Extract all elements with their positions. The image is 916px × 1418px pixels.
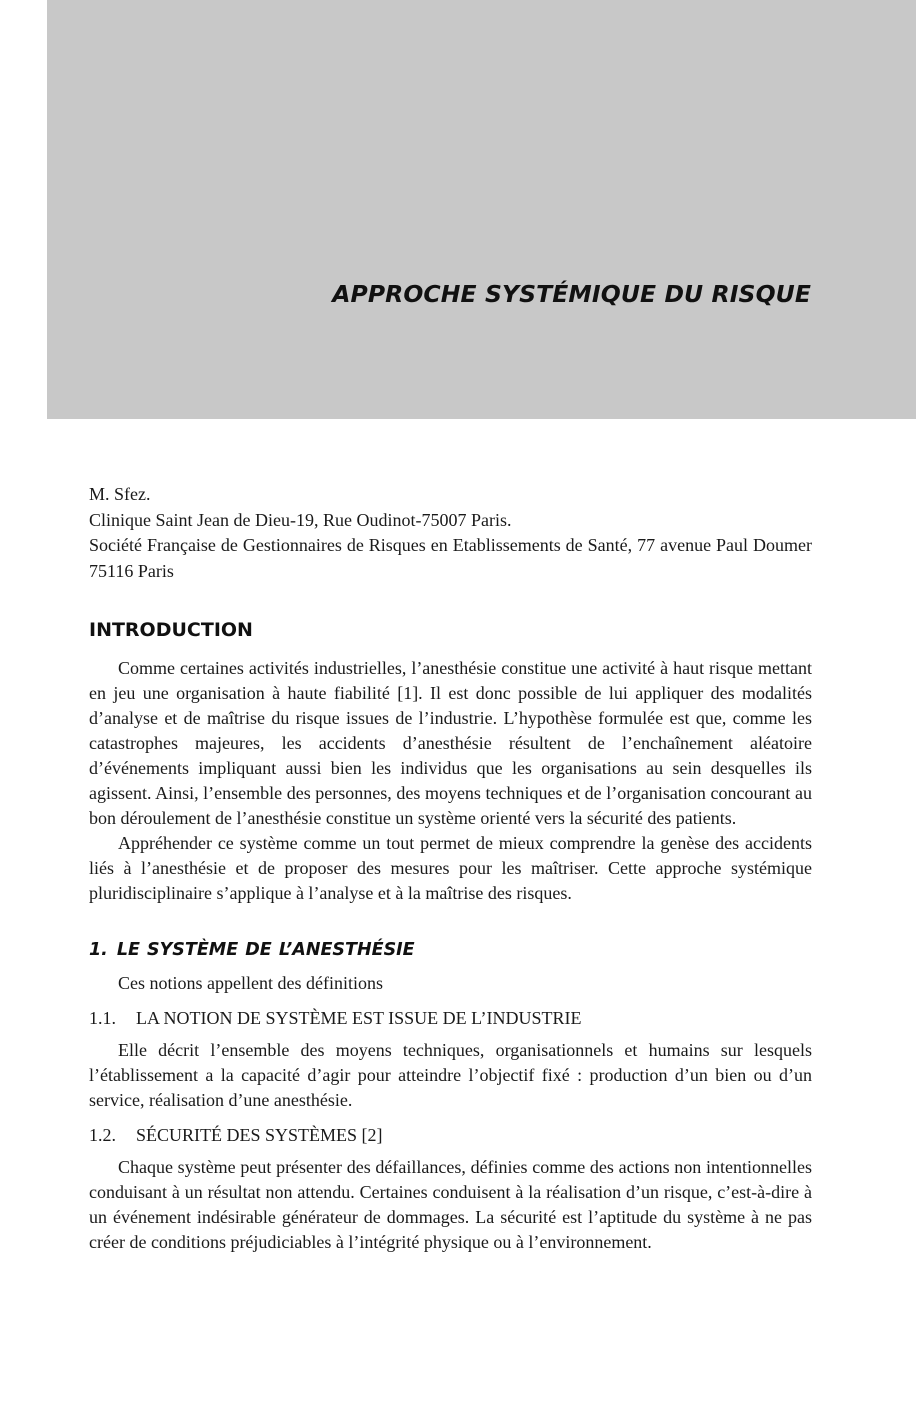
author-block: [89, 482, 812, 584]
subsection-1-1-title: LA NOTION DE SYSTÈME EST ISSUE DE L’INDUSTRIE: [136, 1008, 582, 1028]
section-1-title: LE SYSTÈME DE L’ANESTHÉSIE: [116, 940, 415, 960]
subsection-1-1-number: 1.1.: [89, 1008, 116, 1028]
introduction-paragraph-2: Appréhender ce système comme un tout permet de mieux comprendre la genèse des accidents liés à l’anesthésie et de proposer des mesures pour les maîtriser. Cette approche systémique pluridisciplinaire s’applique à l’analyse et à la maîtrise des risques.: [89, 833, 812, 903]
page-content: [89, 482, 812, 1255]
subsection-1-2-number: 1.2.: [89, 1125, 116, 1145]
author-name: M. Sfez.: [89, 484, 151, 504]
subsection-1-2-heading: [89, 1123, 812, 1148]
chapter-banner: [47, 0, 916, 419]
section-1-intro: Ces notions appellent des définitions: [118, 973, 383, 993]
subsection-1-1-text: Elle décrit l’ensemble des moyens techniques, organisationnels et humains sur lesquels l’établissement a la capacité d’agir pour atteindre l’objectif fixé : production d’un bien ou d’un service, réalisation d’une anesthésie.: [89, 1040, 812, 1110]
author-affiliation-2: Société Française de Gestionnaires de Risques en Etablissements de Santé, 77 avenue Paul Doumer 75116 Paris: [89, 535, 812, 581]
section-1-heading: [89, 940, 812, 960]
introduction-heading: INTRODUCTION: [89, 619, 253, 641]
subsection-1-1-heading: [89, 1006, 812, 1031]
section-1-number: 1.: [89, 940, 108, 960]
author-affiliation-1: Clinique Saint Jean de Dieu-19, Rue Oudinot-75007 Paris.: [89, 509, 512, 530]
subsection-1-2-text: Chaque système peut présenter des défaillances, définies comme des actions non intentionnelles conduisant à un résultat non attendu. Certaines conduisent à la réalisation d’un risque, c’est-à-dire à un événement indésirable générateur de dommages. La sécurité est l’aptitude du système à ne pas créer de conditions préjudiciables à l’intégrité physique ou à l’environnement.: [89, 1157, 812, 1252]
introduction-paragraph-1: Comme certaines activités industrielles, l’anesthésie constitue une activité à haut risque mettant en jeu une organisation à haute fiabilité [1]. Il est donc possible de lui appliquer des modalités d’analyse et de maîtrise du risque issues de l’industrie. L’hypothèse formulée est que, comme les catastrophes majeures, les accidents d’anesthésie résultent de l’enchaînement aléatoire d’événements impliquant aussi bien les individus que les organisations au sein desquelles ils agissent. Ainsi, l’ensemble des personnes, des moyens techniques et de l’organisation concourant au bon déroulement de l’anesthésie constitue un système orienté vers la sécurité des patients.: [89, 658, 812, 828]
subsection-1-2-title: SÉCURITÉ DES SYSTÈMES [2]: [136, 1125, 383, 1145]
chapter-title: APPROCHE SYSTÉMIQUE DU RISQUE: [332, 280, 811, 308]
